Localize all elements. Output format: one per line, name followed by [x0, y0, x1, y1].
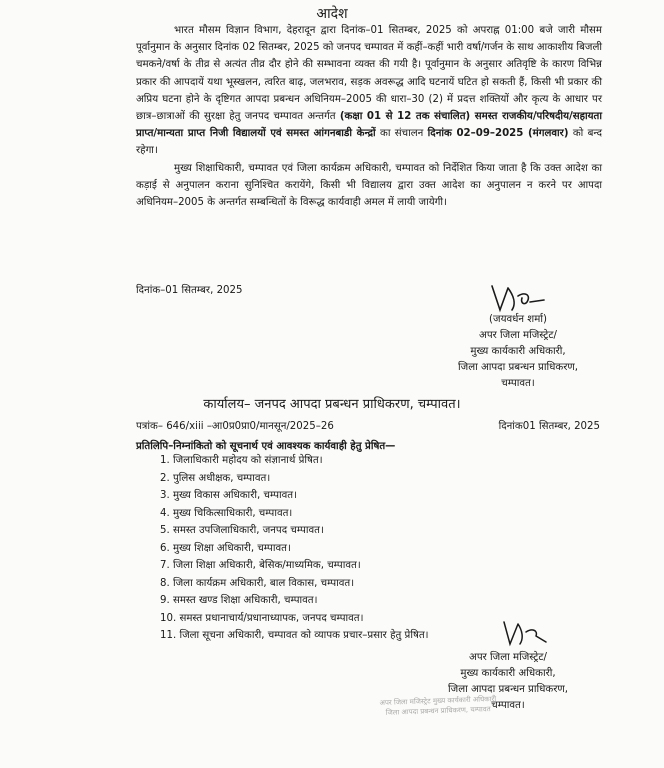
- order-date: दिनांक–01 सितम्बर, 2025: [136, 285, 243, 296]
- signatory-2-title-line-1: अपर जिला मजिस्ट्रेट/: [469, 652, 547, 663]
- signatory-title-line-3: जिला आपदा प्रबन्धन प्राधिकरण,: [458, 362, 578, 373]
- order-title: आदेश: [316, 6, 348, 22]
- signatory-block-1: [438, 312, 598, 392]
- signatory-name: (जयवर्धन शर्मा): [489, 314, 547, 325]
- list-item: 10. समस्त प्रधानाचार्य/प्रधानाध्यापक, जनपद चम्पावत।: [160, 612, 364, 624]
- signature-2: [500, 618, 550, 650]
- office-heading: कार्यालय– जनपद आपदा प्रबन्धन प्राधिकरण, चम्पावत।: [203, 397, 461, 412]
- signatory-2-title-line-3: जिला आपदा प्रबन्धन प्राधिकरण,: [448, 684, 568, 695]
- signatory-2-title-line-4: चम्पावत।: [491, 700, 525, 711]
- paragraph-1-text: भारत मौसम विज्ञान विभाग, देहरादून द्वारा दिनांक–01 सितम्बर, 2025 को अपराह्न 01:00 बजे जारी मौसम पूर्वानुमान के अनुसार दिनांक 02 सितम्बर, 2025 को जनपद चम्पावत में कहीं–कहीं भारी वर्षा/गर्जन के साथ आकाशीय बिजली चमकने/वर्षा के तीव्र से अत्यंत तीव्र दौर होने की सम्भावना व्यक्त की गयी है। पूर्वानुमान के अनुसार अतिवृष्टि के कारण विभिन्न प्रकार की आपदायें यथा भूस्खलन, त्वरित बाढ़, जलभराव, सड़क अवरूद्ध आदि घटनायें घटित हो सकती हैं, किसी भी प्रकार की अप्रिय घटना होने के दृष्टिगत आपदा प्रबन्धन अधिनियम–2005 की धारा–30 (2) में प्रदत्त शक्तियों और कृत्य के आधार पर छात्र–छात्राओं की सुरक्षा हेतु जनपद चम्पावत अन्तर्गत: [136, 25, 602, 123]
- paragraph-1-mid-text: का संचालन: [380, 128, 424, 140]
- recipient-list: [160, 452, 429, 645]
- list-item: 4. मुख्य चिकित्साधिकारी, चम्पावत।: [160, 507, 293, 519]
- signatory-title-line-2: मुख्य कार्यकारी अधिकारी,: [470, 346, 566, 357]
- reference-date: दिनांक01 सितम्बर, 2025: [498, 421, 600, 432]
- paragraph-1-end-text: को बन्द रहेगा।: [136, 128, 602, 157]
- official-stamp: अपर जिला मजिस्ट्रेट मुख्य कार्यकारी अधिकारी जिला आपदा प्रबन्धन प्राधिकरण, चम्पावत: [379, 694, 497, 717]
- order-body: [136, 22, 602, 211]
- list-item: 7. जिला शिक्षा अधिकारी, बेसिक/माध्यमिक, चम्पावत।: [160, 560, 361, 571]
- paragraph-1-bold-text: (कक्षा 01 से 12 तक संचालित) समस्त राजकीय/परिषदीय/सहायता प्राप्त/मान्यता प्राप्त निजी विद्यालयों एवं समस्त आंगनबाडी केन्द्रों: [136, 111, 602, 140]
- list-item: 1. जिलाधिकारी महोदय को संज्ञानार्थ प्रेषित।: [160, 455, 323, 466]
- list-item: 6. मुख्य शिक्षा अधिकारी, चम्पावत।: [160, 542, 291, 554]
- signatory-2-title-line-2: मुख्य कार्यकारी अधिकारी,: [460, 668, 556, 679]
- paragraph-1-date: दिनांक 02–09–2025 (मंगलवार): [427, 128, 569, 140]
- signature-1: [488, 282, 548, 316]
- order-paragraph-2: मुख्य शिक्षाधिकारी, चम्पावत एवं जिला कार्यक्रम अधिकारी, चम्पावत को निर्देशित किया जाता है कि उक्त आदेश का कड़ाई से अनुपालन कराना सुनिश्चित करायेंगे, किसी भी विद्यालय द्वारा उक्त आदेश का अनुपालन न करने पर आपदा अधिनियम–2005 के अन्तर्गत सम्बन्धितों के विरूद्ध कार्यवाही अमल में लायी जायेगी।: [136, 162, 602, 209]
- list-item: 11. जिला सूचना अधिकारी, चम्पावत को व्यापक प्रचार–प्रसार हेतु प्रेषित।: [160, 630, 429, 641]
- list-item: 8. जिला कार्यक्रम अधिकारी, बाल विकास, चम्पावत।: [160, 577, 355, 589]
- signatory-title-line-4: चम्पावत।: [501, 378, 535, 389]
- list-item: 5. समस्त उपजिलाधिकारी, जनपद चम्पावत।: [160, 525, 324, 536]
- order-paragraph-1: [136, 22, 602, 160]
- list-item: 2. पुलिस अधीक्षक, चम्पावत।: [160, 472, 271, 484]
- reference-number: पत्रांक– 646/xiii –आ0प्र0प्रा0/मानसून/2025–26: [136, 421, 334, 432]
- copy-to-heading: प्रतिलिपि–निम्नांकितो को सूचनार्थ एवं आवश्यक कार्यवाही हेतु प्रेषित—: [136, 441, 396, 452]
- list-item: 3. मुख्य विकास अधिकारी, चम्पावत।: [160, 490, 297, 501]
- list-item: 9. समस्त खण्ड शिक्षा अधिकारी, चम्पावत।: [160, 595, 318, 606]
- signatory-title-line-1: अपर जिला मजिस्ट्रेट/: [479, 330, 557, 341]
